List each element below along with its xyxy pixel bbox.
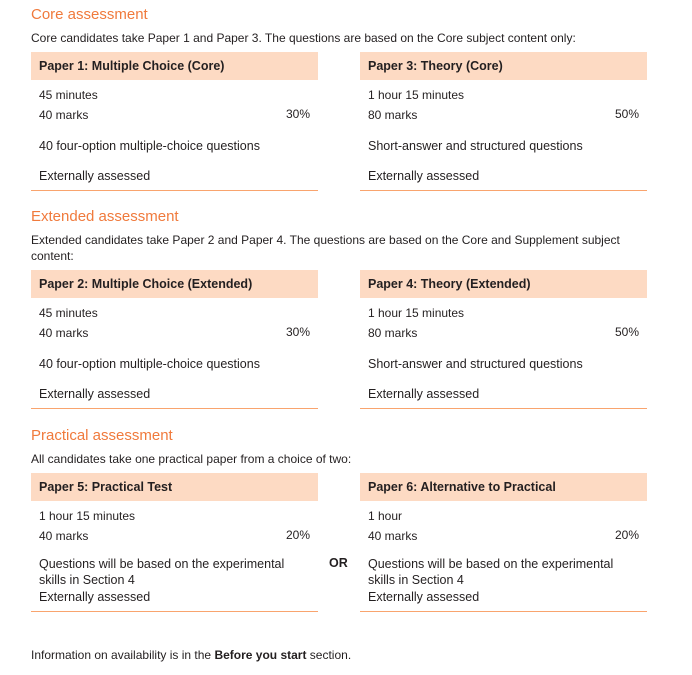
- paper-assessment: Externally assessed: [39, 590, 151, 604]
- section-heading: Core assessment: [31, 6, 148, 23]
- section-heading: Extended assessment: [31, 208, 179, 225]
- paper-title: Paper 3: Theory (Core): [360, 52, 647, 80]
- paper-description: 40 four-option multiple-choice questions: [39, 139, 260, 153]
- paper-box: [31, 52, 318, 191]
- section-intro: Core candidates take Paper 1 and Paper 3. The questions are based on the Core subject content only:: [31, 31, 576, 45]
- paper-weight: 50%: [614, 325, 639, 339]
- paper-duration: 1 hour 15 minutes: [368, 88, 465, 102]
- paper-marks: 80 marks: [368, 108, 418, 122]
- paper-assessment: Externally assessed: [368, 590, 480, 604]
- paper-title: Paper 1: Multiple Choice (Core): [31, 52, 318, 80]
- paper-marks: 40 marks: [39, 108, 89, 122]
- footer-text: Information on availability is in the: [31, 648, 215, 662]
- paper-marks: 80 marks: [368, 326, 418, 340]
- paper-box: [360, 473, 647, 612]
- footer-note: [31, 648, 351, 662]
- paper-weight: 50%: [614, 107, 639, 121]
- paper-description: Short-answer and structured questions: [368, 357, 583, 371]
- paper-marks: 40 marks: [39, 529, 89, 543]
- footer-link-text: Before you start: [214, 648, 307, 662]
- paper-duration: 45 minutes: [39, 306, 98, 320]
- paper-title: Paper 4: Theory (Extended): [360, 270, 647, 298]
- paper-duration: 1 hour 15 minutes: [368, 306, 465, 320]
- paper-box: [31, 473, 318, 612]
- paper-description: Questions will be based on the experimental skills in Section 4: [368, 557, 614, 587]
- paper-title: Paper 5: Practical Test: [31, 473, 318, 501]
- paper-duration: 1 hour: [368, 509, 403, 523]
- paper-description: 40 four-option multiple-choice questions: [39, 357, 260, 371]
- paper-title: Paper 6: Alternative to Practical: [360, 473, 647, 501]
- paper-weight: 30%: [285, 107, 310, 121]
- section-heading: Practical assessment: [31, 427, 173, 444]
- paper-box: [360, 52, 647, 191]
- paper-title: Paper 2: Multiple Choice (Extended): [31, 270, 318, 298]
- paper-weight: 20%: [285, 528, 310, 542]
- paper-box: [31, 270, 318, 409]
- assessment-section: [31, 208, 647, 410]
- assessment-section: [31, 6, 647, 192]
- paper-marks: 40 marks: [368, 529, 418, 543]
- paper-duration: 1 hour 15 minutes: [39, 509, 136, 523]
- paper-assessment: Externally assessed: [39, 169, 151, 183]
- paper-box: [360, 270, 647, 409]
- paper-marks: 40 marks: [39, 326, 89, 340]
- paper-description: Short-answer and structured questions: [368, 139, 583, 153]
- or-label: OR: [329, 556, 348, 570]
- paper-assessment: Externally assessed: [368, 169, 480, 183]
- paper-assessment: Externally assessed: [39, 387, 151, 401]
- paper-weight: 30%: [285, 325, 310, 339]
- paper-assessment: Externally assessed: [368, 387, 480, 401]
- footer-text-end: section.: [306, 648, 352, 662]
- section-intro: Extended candidates take Paper 2 and Paper 4. The questions are based on the Core and Supplement subject content:: [31, 233, 620, 263]
- paper-weight: 20%: [614, 528, 639, 542]
- paper-description: Questions will be based on the experimental skills in Section 4: [39, 557, 285, 587]
- section-intro: All candidates take one practical paper from a choice of two:: [31, 452, 352, 466]
- assessment-section: [31, 427, 647, 613]
- paper-duration: 45 minutes: [39, 88, 98, 102]
